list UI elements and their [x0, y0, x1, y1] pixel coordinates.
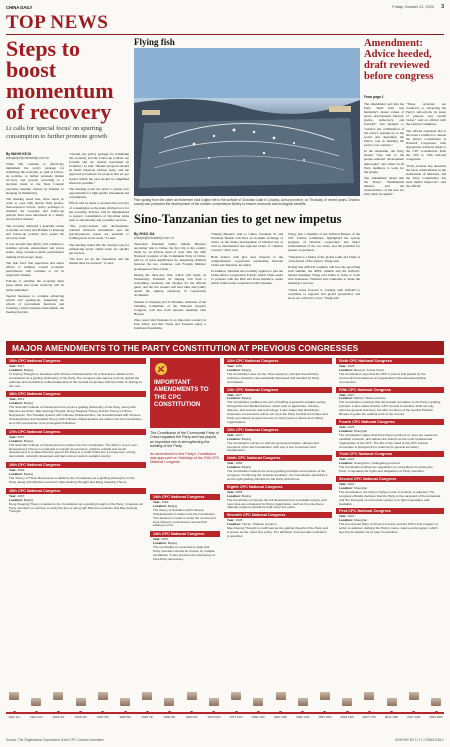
congress-place: Beijing: [23, 401, 34, 406]
congress-place: Beijing: [241, 436, 252, 441]
congress-box: [336, 419, 444, 450]
congress-title: Sixth CPC National Congress: [336, 358, 444, 364]
timeline-dot: [368, 711, 371, 714]
congress-text: The Constitution reflects the wrong guiding principles and policies of the congress. Confirming the 'cultural revolution', the Constitution describes it as the right guiding principle for the Party at that time.: [227, 469, 328, 481]
congress-body: Year: 1987 Location: Beijing The Constitution is amended to state that Party members should be chosen by multiple candidates. It also stresses the importance of intra-Party democracy.: [153, 537, 216, 561]
timeline-dot: [190, 711, 193, 714]
congress-title: Third CPC National Congress: [336, 451, 444, 457]
congress-year: 1973: [235, 432, 243, 437]
paragraph: The meeting stated that the average loan for refinancing newly added loans are quickly put in place.: [69, 242, 129, 255]
paragraph: In addition, Tanzania also formally applied to join the China-Africa Cooperation Forum, which China seeks to promote with the Belt and Road Initiative, under which China backs cooperation with Tanzania.: [211, 269, 283, 286]
congress-body: Year: 1977 Location: Beijing The Constitution reaffirms the aim of building a powerful socialist society through the four Modernizations, which refer to agriculture, industry, defense, and science and technology. It also states that disciplinary inspection commissions will be set up at the Party Central Committee and Party committees at governments of county level or above and military organizations.: [227, 392, 328, 424]
congress-body: Year: 1945 Location: Yan'an, Shaanxi province Mao Zedong Thought is confirmed as the guiding thought of the Party and is known as the 'mass line' policy. The definition of democratic centralism is specified.: [227, 518, 329, 538]
timeline-dot: [235, 711, 238, 714]
congress-place: Beijing: [23, 367, 34, 372]
congress-body: Year: 1928 Location: Moscow, Soviet Union The Constitution says that the CPC is part of and guided by the Communist International, an organization that advocated global communism.: [336, 364, 444, 386]
timeline-portrait: [431, 698, 441, 706]
paragraph: China will continue to effectively implement the policy package for stabilizing the economy, as well as follow-up policies, to further persuade market recovery and growth, according to a decision made at the State Council executive meeting chaired by Premier Li Keqiang on Wednesday.: [6, 162, 64, 195]
congress-text: The Communist Party of China is formed, and the CPC's first program of action is adopted, defining the Party's name, nature and program, which lays the foundation for its later Constitution.: [339, 522, 439, 535]
left-subhead: Li calls for 'special focus' on spurring consumption to further promote growth: [6, 125, 108, 140]
timeline-portrait: [387, 698, 397, 706]
timeline-label: 1982 12th: [251, 715, 265, 719]
timeline-label: 1922 2nd: [29, 715, 43, 719]
timeline-dot: [101, 711, 104, 714]
timeline-label: 1927 5th: [96, 715, 109, 719]
congress-text: Deng Xiaoping Theory is added to the Constitution as a guiding thought of the Party. It requires all Party members to continue to study the theory along with Marxism-Leninism and Mao Zedong Thought.: [9, 501, 143, 514]
congress-title: 13th CPC National Congress: [150, 531, 220, 537]
congress-body: Year: 2012 Location: Beijing The Scientific Outlook on Development is set as a guiding philosophy of the Party, along with Marxism-Leninism, Mao Zedong Thought, Deng Xiaoping Theory and the Theory of Three Represents. The Socialist System with Chinese Characteristics, the Socialist Road with Chinese Characteristics and Socialist Theory with Chinese Characteristics are written into the Constitution, as is the construction of an ecological civilization.: [9, 397, 143, 425]
paragraph: The official explained that it has been a tradition to amend the Party's Constitution at National Congresses, with appropriate revisions made to the CPC Constitution from the 13th to 19th national congresses.: [406, 128, 446, 162]
top-right-headline: Amendment: Advice heeded, draft reviewed before congress: [364, 38, 434, 82]
congress-body: Year: 1921 Location: Shanghai The Communist Party of China is formed, and the CPC's first program of action is adopted, defining the Party's name, nature and program, which lays the foundation for its later Constitution.: [336, 514, 444, 536]
paragraph: Both leaders will give new impetus to the comprehensive cooperative partnership between China and Tanzania, he added.: [211, 254, 283, 267]
timeline-portrait: [253, 698, 263, 706]
paragraph: The meeting noted the need to pursue new opportunities for high-quality investment and consumption.: [69, 186, 129, 200]
section-title: TOP NEWS: [6, 12, 109, 33]
timeline-label: 1997 15th: [318, 715, 332, 719]
paragraph: The amendment said that the Party "shall hold true humanity's shared values of peace, development, fairness, justice, democracy, and freedom" and pledged to "achieve the combination of the party's opening up to the world and deepening the Party's role in building the party's own capacity.": [364, 102, 404, 147]
paragraph: Wang, also a member of the Political Bureau of the CPC Central Committee, highlighted the speedy progress of bilateral cooperation and major achievements of the two sides, and the potential for greater cooperation.: [288, 232, 360, 253]
congress-year: 2007: [17, 434, 25, 439]
congress-box: [336, 387, 444, 418]
byline-name: By WANG KEJU: [6, 152, 32, 156]
congress-place: Wuhan, Hubei province: [353, 396, 386, 401]
byline-name: By ZHAO JIA: [134, 232, 155, 236]
timeline-label: 1923 3rd: [52, 715, 65, 719]
congress-place: Beijing: [167, 503, 178, 508]
congress-title: First CPC National Congress: [336, 508, 444, 514]
congress-title: 16th CPC National Congress: [6, 462, 146, 468]
paragraph: "During Hassan's visit to China, President Xi and President Hassan will have an in-depth exchange of views on the future development of bilateral ties as well as international and regional issues of common concern," Zhao said.: [211, 232, 283, 253]
congress-year: 2002: [17, 468, 25, 473]
congress-box: [224, 512, 332, 540]
mid-congress-column: [150, 494, 220, 563]
congress-year: 1927: [347, 392, 355, 397]
congress-year: 1969: [235, 461, 243, 466]
congress-title: Second CPC National Congress: [336, 476, 444, 482]
important-box: [150, 358, 220, 428]
page-number: 3: [441, 4, 444, 10]
right-congress-column: [336, 358, 444, 536]
congress-text: The Constitution proposes the full development of a socialist society, and new rules are introduced for Party organization, such as the rule that a national congress should be held every five years.: [227, 497, 327, 510]
congress-place: Beijing: [167, 541, 178, 546]
top-right-col2: [406, 102, 446, 338]
paragraph: Noting that ASEAN countries will host the upcoming G20 summit, the APEC summit and the ASEAN-related meetings, Wang said China is ready to work with Indonesia, Thailand and Cambodia to make the meetings a success.: [288, 265, 360, 286]
congress-body: Year: 1925 Location: Shanghai The Constitution states that three Party members or more are needed to establish a branch, and defines the branch as the most fundamental organization of the CPC. The title of the head of the CPC Central Committee is changed from chairman to general secretary.: [336, 425, 444, 450]
congress-year: 1945: [235, 518, 243, 523]
congress-title: Ninth CPC National Congress: [224, 455, 332, 461]
congress-box: [6, 358, 146, 389]
congress-title: 17th CPC National Congress: [6, 429, 146, 435]
timeline-dot: [13, 711, 16, 714]
bottom-col1: [134, 242, 206, 338]
congress-place: Shanghai: [353, 428, 367, 433]
congress-text: The Scientific Outlook on Development is set as a guiding philosophy of the Party, along with Marxism-Leninism, Mao Zedong Thought, Deng Xiaoping Theory and the Theory of Three Represents. The Socialist System with Chinese Characteristics, the Socialist Road with Chinese Characteristics and Socialist Theory with Chinese Characteristics are written into the Constitution, as is the construction of an ecological civilization.: [9, 405, 143, 425]
paragraph: The task force that supervises and steers efforts to stabilize overall economic performance will continue to act in supportive manner.: [6, 260, 64, 278]
timeline-label: 2017 19th: [407, 715, 421, 719]
byline-email: zhaojia@chinadaily.com.cn: [134, 236, 174, 241]
important-text-1: The Constitution of the Communist Party of China regulates the Party and has played an important role in strengthening the building of the Party.: [150, 431, 219, 449]
congress-text: Xi Jinping Thought on Socialism with Chinese Characteristics for a New Era is added to the Constitution as a guiding philosophy of the Party. The congress also agrees to firmly uphold the authority and centralized, unified leadership of the Central Committee with Comrade Xi Jinping at the core.: [9, 371, 142, 388]
timeline-dot: [435, 711, 438, 714]
congress-place: Guangzhou, Guangdong province: [353, 461, 401, 466]
congress-body: Year: 1992 Location: Beijing The theory of Socialism with Chinese Characteristics is written into the Constitution. The decision is made to scrap the central and local advisory commissions and all their advisory terms.: [153, 500, 216, 528]
photo-art: [134, 48, 360, 196]
timeline-portrait: [276, 692, 286, 700]
congress-text: The Constitution says that the CPC is part of and guided by the Communist International, an organization that advocated global communism.: [339, 371, 426, 384]
logo: CHINA DAILY: [6, 5, 33, 10]
timeline-dot: [346, 711, 349, 714]
congress-box: [224, 455, 332, 483]
congress-text: The Constitution states that three Party members or more are needed to establish a branch, and defines the branch as the most fundamental organization of the CPC. The title of the head of the CPC Central Committee is changed from chairman to general secretary.: [339, 432, 438, 449]
congress-title: 12th CPC National Congress: [224, 358, 332, 364]
date-line: Friday, October 21, 2022: [392, 5, 434, 9]
congress-body: Year: 2002 Location: Beijing The Theory of Three Represents is added to the Constitution as a guiding philosophy for the Party, along with Marxism-Leninism, Mao Zedong Thought and Deng Xiaoping Theory.: [6, 468, 146, 486]
left-headline: Steps to boost momentum of recovery: [6, 36, 114, 124]
top-right-col: [364, 102, 404, 338]
timeline-portrait: [342, 698, 352, 706]
paragraph: "Overall, the policy package for stabilizing the economy and the follow-up policies are forceful and are outside welcomed by localities," Li said. "Market prospects should be better balanced without delay, and the approved procedures for projects that are got started within the year should be simplified wherever possible.": [69, 152, 129, 185]
bottom-col3: [288, 232, 360, 338]
timeline-portrait: [120, 698, 130, 706]
important-text-2: An amendment to the Party's Constitution was approved on Saturday at the 20th CPC National Congress.: [150, 451, 220, 465]
timeline-portrait: [164, 698, 174, 706]
congress-text: The Theory of Three Represents is added to the Constitution as a guiding philosophy for the Party, along with Marxism-Leninism, Mao Zedong Thought and Deng Xiaoping Theory.: [9, 476, 135, 484]
timeline-portrait: [320, 692, 330, 700]
timeline-portrait: [98, 692, 108, 700]
congress-year: 2017: [17, 364, 25, 368]
congress-title: 11th CPC National Congress: [224, 387, 332, 393]
timeline-portrait: [364, 692, 374, 700]
congress-year: 1992: [161, 500, 169, 504]
paragraph: Zhao noted that Tanzania is an important country in East Africa and that China and Tanzania enjoy a traditional friendship.: [134, 318, 206, 331]
important-box-text: [150, 431, 220, 465]
congress-year: 1987: [161, 537, 169, 542]
congress-box: [224, 427, 332, 455]
congress-body: Year: 1997 Location: Beijing Deng Xiaoping Theory is added to the Constitution as a guiding thought of the Party. It requires all Party members to continue to study the theory along with Marxism-Leninism and Mao Zedong Thought.: [9, 493, 143, 514]
masthead-rule: [6, 34, 444, 35]
congress-box: [150, 494, 220, 529]
congress-place: Shanghai: [353, 518, 367, 523]
left-article-col2: [69, 152, 129, 338]
timeline-label: 2007 17th: [362, 715, 377, 719]
paragraph: During the three-day visit, which will begin on Wednesday, President Xi Jinping will hold a welcoming ceremony and banquet for the African guest, and the two leaders will hold talks and jointly attend the signing ceremony of cooperation documents.: [134, 272, 206, 298]
party-emblem-icon: [154, 362, 168, 376]
timeline-portrait: [9, 692, 19, 700]
timeline-label: 1992 14th: [296, 715, 310, 719]
congress-text: The Scientific Outlook on Development is written into the Constitution. The Party's 'one in one' Development Theory is expanded to include its economic, political, cultural and social development. It is stated that the goal of the Party is to build China into a prosperous, strong, democratic, culturally developed and harmonious modern socialist country.: [9, 442, 138, 459]
timeline-label: 2022 20th: [429, 715, 443, 719]
bottom-col2: [211, 232, 283, 338]
timeline-label: 1956 8th: [163, 715, 176, 719]
timeline-line: [6, 712, 444, 714]
paragraph: Efforts will be made to promote the recovery of consumption as the main driving force for the economy. Policies will be implemented to support consumption of big-ticket items such as automobiles and consumer services.: [69, 201, 129, 222]
paragraph: "These revisions are conducive to advancing the Party's self-reform, its sense of purpose and overall vision," said an official with the Central Committee.: [406, 102, 446, 127]
congress-year: 1977: [235, 392, 243, 397]
congress-text: The Constitution refines the regulations on procedures for joining the Party. It stipulates the rights and obligations of Party members.: [339, 465, 433, 474]
congress-title: 14th CPC National Congress: [150, 494, 220, 500]
congress-text: Mao Zedong Thought is confirmed as the guiding thought of the Party and is known as the 'mass line' policy. The definition of democratic centralism is specified.: [227, 526, 329, 538]
congress-box: [6, 391, 146, 426]
paragraph: Policies to stabilize the economy must press ahead and social creativity will be better unleashed.: [6, 279, 64, 292]
congress-box: [224, 358, 332, 386]
timeline-dot: [35, 711, 38, 714]
congress-text: The Constitution, the Party's highest code of conduct, is adopted. The congress officially declares that the Party is the vanguard of the proletariat and 'the final goal of communist society' is to fight imperialism and feudalism.: [339, 489, 441, 506]
congress-box: [6, 429, 146, 460]
timeline-portrait: [187, 692, 197, 700]
congress-year: 1997: [17, 493, 25, 498]
left-byline: [6, 152, 66, 160]
congress-box: [150, 531, 220, 562]
timeline-label: 1969 9th: [185, 715, 198, 719]
footer-credit: GRAPHIC BY LI YI / CHINA DAILY: [394, 738, 444, 742]
congress-text: The Constitution is amended to state that Party members should be chosen by multiple candidates. It also stresses the importance of intra-Party democracy.: [153, 545, 216, 561]
timeline-label: 2012 18th: [384, 715, 399, 719]
congress-box: [336, 451, 444, 475]
bottom-headline: Sino-Tanzanian ties to get new impetus: [134, 212, 342, 226]
congress-year: 1922: [347, 482, 355, 487]
congress-body: Year: 1923 Location: Guangzhou, Guangdong province The Constitution refines the regulations on procedures for joining the Party. It stipulates the rights and obligations of Party members.: [336, 457, 444, 475]
paragraph: The meeting noted that, since April, in order to cope with shocks from greater-than-expected factors, policy packages to stabilize the economy and follow-up policies have been introduced in a timely and decisive manner.: [6, 196, 64, 222]
footer-source: Source: The Organization Department of the CPC Central Committee: [6, 738, 104, 742]
congress-box: [6, 462, 146, 486]
timeline-label: 1973 10th: [207, 715, 221, 719]
timeline-portrait: [209, 698, 219, 706]
timeline-dot: [390, 711, 393, 714]
bottom-byline: [134, 232, 194, 240]
congress-body: Year: 1982 Location: Beijing The Constitution sets out the 'three stand-by' principle that all Party problems should be democratically discussed and decided by Party committees.: [224, 364, 332, 386]
paragraph: "Tanzania is a friend of the global south and China is a true friend of the region," Wang said.: [288, 254, 360, 263]
timeline-label: 1921 1st: [8, 715, 20, 719]
timeline-label: 1945 7th: [141, 715, 154, 719]
center-congress-column: [224, 358, 332, 540]
congress-title: 18th CPC National Congress: [6, 391, 146, 397]
paragraph: "We have set up the foundation and the market must be restored," Li said.: [69, 257, 129, 266]
fishing-photo: [134, 48, 360, 196]
congress-title: Seventh CPC National Congress: [224, 512, 332, 518]
paragraph: The economy delivered a generally stable economic recovery and Premier Li Keqiang and follow-up policies have ended the recovery trend.: [6, 223, 64, 240]
timeline-dot: [257, 711, 260, 714]
congress-title: Eighth CPC National Congress: [224, 484, 332, 490]
congress-place: Moscow, Soviet Union: [353, 367, 385, 372]
timeline-portrait: [409, 692, 419, 700]
paragraph: Tanzanian President Samia Suluhu Hassan's upcoming visit to China, the first trip to the country made by an African head of state after the 20th National Congress of the Communist Party of China, will be of great significance for deepening relations between the two countries, said Foreign Minister spokesperson Zhao Lijian.: [134, 242, 206, 271]
photo-caption: Fish sprang from the water as fishermen haul a giant net to the surface of Chaohan Lake in Chaohu, Anhui province, on Thursday. In recent years, Chaohu county has promoted the development of the modern convenience fishery to ensure economic and ecological benefits.: [134, 198, 360, 207]
congress-place: Yan'an, Shaanxi province: [241, 522, 277, 527]
congress-year: 2012: [17, 397, 25, 402]
timeline-dot: [279, 711, 282, 714]
paragraph: "The policy-backed and development-oriented financial instruments and the special-purpose bonds are essential to forming more work-loads," Li said.: [69, 224, 129, 241]
timeline-dot: [57, 711, 60, 714]
paragraph: Special measures to continue advancing reform and opening-up, deepening the reform of government functions and fostering a better business environment, the meeting decided.: [6, 293, 64, 315]
left-congress-column: [6, 358, 146, 515]
timeline-label: 1925 4th: [74, 715, 87, 719]
congress-year: 1925: [347, 424, 355, 429]
paragraph: It was decided that efforts will continue to stabilize growth, employment and prices stable, keep bottom-to-main performance running in the proper range.: [6, 242, 64, 259]
timeline-dot: [412, 711, 415, 714]
congress-place: Beijing: [241, 465, 252, 470]
congress-body: Year: 1969 Location: Beijing The Constitution reflects the wrong guiding principles and policies of the congress. Confirming the 'cultural revolution', the Constitution describes it as the right guiding principle for the Party at that time.: [227, 461, 328, 481]
congress-place: Beijing: [241, 396, 252, 401]
timeline-portrait: [53, 692, 63, 700]
congress-year: 1921: [347, 514, 355, 519]
paragraph: In the meantime, the Party should "stay true to the people-centered development philosophy" and called on all Party members to work for the people.: [364, 149, 404, 174]
timeline-dot: [168, 711, 171, 714]
timeline-label: 1977 11th: [229, 715, 243, 719]
amendments-banner: MAJOR AMENDMENTS TO THE PARTY CONSTITUTION AT PREVIOUS CONGRESSES: [6, 341, 444, 355]
timeline-label: 2002 16th: [340, 715, 354, 719]
paragraph: "China looks forward to working with ASEAN to contribute to regional and global governance and show our collective voice," Wang said.: [288, 287, 360, 300]
congress-place: Beijing: [241, 493, 252, 498]
timeline-dot: [146, 711, 149, 714]
congress-body: Year: 2007 Location: Beijing The Scientific Outlook on Development is written into the Constitution. The Party's 'one in one' Development Theory is expanded to include its economic, political, cultural and social development. It is stated that the goal of the Party is to build China into a prosperous, strong, democratic, culturally developed and harmonious modern socialist country.: [6, 435, 146, 460]
congress-year: 1928: [347, 364, 355, 368]
photo-header: Flying fish: [134, 37, 175, 47]
timeline-dot: [79, 711, 82, 714]
timeline-portrait: [298, 698, 308, 706]
congress-year: 1923: [347, 457, 355, 462]
congress-title: Fourth CPC National Congress: [336, 419, 444, 425]
congress-box: [336, 358, 444, 386]
congress-text: The Constitution carries on with the general principles, clauses and intentions of the last Constitution, with only a few corrections and supplements.: [227, 440, 319, 453]
congress-title: 10th CPC National Congress: [224, 427, 332, 433]
congress-body: Year: 1973 Location: Beijing The Constitution carries on with the general principles, clauses and intentions of the last Constitution, with only a few corrections and supplements.: [224, 433, 332, 455]
congress-timeline: [6, 690, 444, 734]
congress-text: The Constitution confirms that democratic centralism is the Party's guiding principle. It also states that the CPC Central Committee shall not only elect the general secretary, but also members of the Central Political Bureau to guide the political work of the country.: [339, 400, 441, 417]
congress-box: [6, 488, 146, 516]
congress-year: 1982: [235, 364, 243, 368]
timeline-portrait: [31, 698, 41, 706]
paragraph: Premier Li Keqiang and Li Zhanshu, chairman of the Standing Committee of the National People's Congress, will also hold separate meetings with Hassan.: [134, 299, 206, 316]
paragraph: "Each revision has absorbed the latest achievements in the sinicization of Marxism, and the Party Constitution has been further improved," said the official.: [406, 163, 446, 189]
timeline-portrait: [231, 692, 241, 700]
congress-box: [336, 476, 444, 507]
paragraph: The amendment added that the Party's "fundamental mission and the characteristics of the new era Party must be upheld.": [364, 175, 404, 197]
congress-year: 1956: [235, 489, 243, 494]
congress-body: Year: 1922 Location: Shanghai The Constitution, the Party's highest code of conduct, is adopted. The congress officially declares that the Party is the vanguard of the proletariat and 'the final goal of communist society' is to fight imperialism and feudalism.: [339, 482, 441, 506]
congress-body: Year: 2017 Location: Beijing Xi Jinping Thought on Socialism with Chinese Characteristics for a New Era is added to the Constitution as a guiding philosophy of the Party. The congress also agrees to firmly uphold the authority and centralized, unified leadership of the Central Committee with Comrade Xi Jinping at the core.: [9, 364, 142, 388]
from-page: From page 1: [364, 95, 384, 99]
congress-title: Fifth CPC National Congress: [336, 387, 444, 393]
congress-body: Year: 1927 Location: Wuhan, Hubei province The Constitution confirms that democratic centralism is the Party's guiding principle. It also states that the CPC Central Committee shall not only elect the general secretary, but also members of the Central Political Bureau to guide the political work of the country.: [339, 392, 441, 417]
byline-email: wangkeju@chinadaily.com.cn: [6, 156, 50, 161]
timeline-dot: [124, 711, 127, 714]
congress-body: Year: 1956 Location: Beijing The Constitution proposes the full development of a socialist society, and new rules are introduced for Party organization, such as the rule that a national congress should be held every five years.: [224, 490, 332, 512]
important-box-title: IMPORTANT AMENDMENTS TO THE CPC CONSTITUTION: [154, 379, 209, 409]
left-article-col1: [6, 162, 64, 338]
timeline-dot: [301, 711, 304, 714]
congress-box: [224, 387, 332, 426]
congress-text: The Constitution sets out the 'three stand-by' principle that all Party problems should be democratically discussed and decided by Party committees.: [227, 371, 320, 384]
masthead: [6, 4, 444, 12]
timeline-portrait: [142, 692, 152, 700]
congress-box: [224, 484, 332, 512]
congress-text: The theory of Socialism with Chinese Characteristics is written into the Constitution. The decision is made to scrap the central and local advisory commissions and all their advisory terms.: [153, 507, 216, 528]
congress-place: Beijing: [23, 438, 34, 443]
timeline-portrait: [76, 698, 86, 706]
congress-text: The Constitution reaffirms the aim of building a powerful socialist society through the four Modernizations, which refer to agriculture, industry, defense, and science and technology. It also states that disciplinary inspection commissions will be set up at the Party Central Committee and Party committees at governments of county level or above and military organizations.: [227, 400, 328, 424]
timeline-label: 1987 13th: [273, 715, 288, 719]
congress-box: [336, 508, 444, 536]
timeline-label: 1928 6th: [119, 715, 131, 719]
congress-place: Shanghai: [353, 485, 367, 490]
congress-title: 15th CPC National Congress: [6, 488, 146, 494]
congress-place: Beijing: [23, 497, 34, 502]
congress-place: Beijing: [241, 367, 252, 372]
congress-place: Beijing: [23, 472, 34, 477]
congress-title: 19th CPC National Congress: [6, 358, 146, 364]
